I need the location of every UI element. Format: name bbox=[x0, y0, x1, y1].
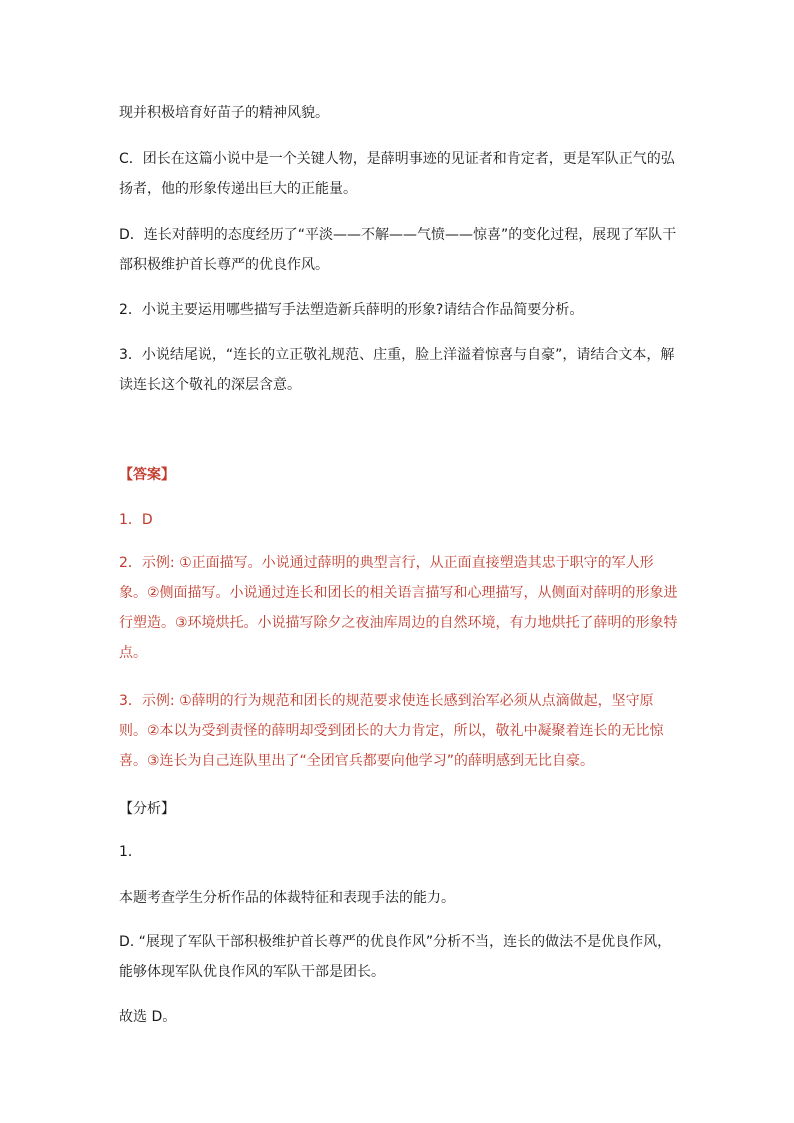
answer-2: 2．示例: ①正面描写。小说通过薛明的典型言行，从正面直接塑造其忠于职守的军人形象。②侧面描写。小说通过连长和团长的相关语言描写和心理描写，从侧面对薛明的形象进行塑造。③环境烘托。小说描写除夕之夜油库周边的自然环境，有力地烘托了薛明的形象特点。 bbox=[119, 555, 678, 661]
analysis-number: 1． bbox=[119, 844, 142, 860]
analysis-heading: 【分析】 bbox=[119, 801, 175, 817]
answer-1: 1．D bbox=[119, 512, 153, 528]
answer-3: 3．示例: ①薛明的行为规范和团长的规范要求使连长感到治军必须从点滴做起，坚守原则。②本以为受到责怪的薛明却受到团长的大力肯定，所以，敬礼中凝聚着连长的无比惊喜。③连长为自己连队里出了“全团官兵都要向他学习”的薛明感到无比自豪。 bbox=[119, 693, 664, 769]
option-d: D．连长对薛明的态度经历了“平淡——不解——气愤——惊喜”的变化过程，展现了军队干部积极维护首长尊严的优良作风。 bbox=[119, 227, 677, 273]
option-c: C．团长在这篇小说中是一个关键人物，是薛明事迹的见证者和肯定者，更是军队正气的弘扬者，他的形象传递出巨大的正能量。 bbox=[119, 151, 675, 197]
analysis-option-d: D. “展现了军队干部积极维护首长尊严的优良作风”分析不当，连长的做法不是优良作风，能够体现军队优良作风的军队干部是团长。 bbox=[119, 934, 672, 980]
analysis-intro: 本题考查学生分析作品的体裁特征和表现手法的能力。 bbox=[119, 890, 455, 906]
answer-heading: 【答案】 bbox=[119, 467, 175, 483]
question-2: 2．小说主要运用哪些描写手法塑造新兵薛明的形象?请结合作品简要分析。 bbox=[119, 302, 584, 318]
analysis-conclusion: 故选 D。 bbox=[119, 1009, 177, 1025]
option-b-continuation: 现并积极培育好苗子的精神风貌。 bbox=[119, 105, 329, 121]
question-3: 3．小说结尾说，“连长的立正敬礼规范、庄重，脸上洋溢着惊喜与自豪”，请结合文本，解读连长这个敬礼的深层含意。 bbox=[119, 347, 675, 393]
